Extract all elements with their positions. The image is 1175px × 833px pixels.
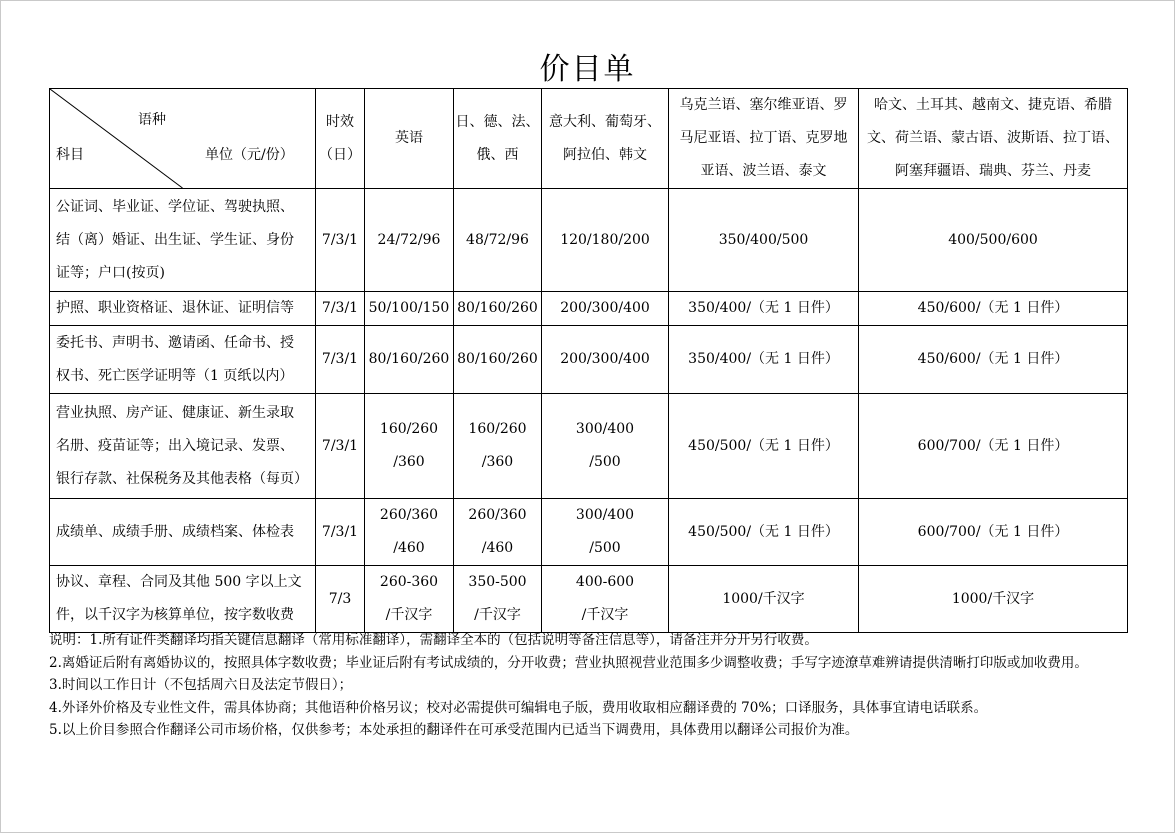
price-cell-g2 [542, 292, 669, 326]
time-cell: 7/3/1 [316, 326, 365, 394]
price-line: 260/360 [379, 507, 439, 523]
header-line: 日、德、法、 [455, 113, 540, 130]
price-cell-g1 [454, 292, 542, 326]
table-row [50, 394, 1128, 499]
price-line: 24/72/96 [377, 231, 441, 248]
price-line: 80/160/260 [457, 351, 538, 367]
note-line: 2.离婚证后附有离婚协议的，按照具体字数收费；毕业证后附有考试成绩的，分开收费；营业执照视营业范围多少调整收费；手写字迹潦草难辨请提供清晰打印版或加收费用。 [49, 654, 1088, 671]
price-line: /千汉字 [581, 607, 629, 623]
page-title: 价目单 [539, 52, 636, 87]
table-row [50, 566, 1128, 633]
header-lang-en: 英语 [365, 89, 454, 189]
header-time-line: 时效 [326, 113, 354, 130]
price-line: 350-500 [468, 574, 527, 590]
price-line: 160/260 [468, 421, 527, 437]
item-text-line: 银行存款、社保税务及其他表格（每页） [56, 470, 308, 487]
item-text-line: 权书、死亡医学证明等（1 页纸以内） [56, 367, 294, 384]
item-text-line: 营业执照、房产证、健康证、新生录取 [56, 404, 294, 421]
notes-section [49, 629, 1169, 742]
item-text-line: 成绩单、成绩手册、成绩档案、体检表 [56, 523, 294, 540]
item-cell [50, 499, 316, 566]
item-text-line: 协议、章程、合同及其他 500 字以上文 [56, 574, 302, 590]
table-row [50, 326, 1128, 394]
price-cell-g1 [454, 189, 542, 292]
price-cell-en [365, 189, 454, 292]
price-line: /360 [481, 454, 514, 470]
table-row [50, 499, 1128, 566]
price-line: 260-360 [379, 574, 439, 590]
price-cell-g3: 350/400/（无 1 日件） [669, 292, 859, 326]
price-cell-en [365, 394, 454, 499]
price-cell-g1 [454, 566, 542, 633]
price-cell-g3: 450/500/（无 1 日件） [669, 394, 859, 499]
price-line: /460 [481, 540, 514, 556]
item-cell [50, 394, 316, 499]
price-line: /千汉字 [474, 607, 521, 623]
price-line: /460 [393, 540, 425, 556]
price-line: 260/360 [468, 507, 527, 523]
price-cell-g4: 600/700/（无 1 日件） [859, 394, 1128, 499]
note-line: 5.以上价目参照合作翻译公司市场价格，仅供参考；本处承担的翻译件在可承受范围内已适当下调费用，具体费用以翻译公司报价为准。 [49, 722, 859, 738]
price-line: 400-600 [575, 574, 635, 590]
corner-subject-label: 科目 [56, 147, 84, 163]
price-cell-g2 [542, 394, 669, 499]
header-time-line: （日） [319, 146, 361, 163]
price-cell-g4: 400/500/600 [859, 189, 1128, 292]
price-cell-g4: 450/600/（无 1 日件） [859, 292, 1128, 326]
time-cell: 7/3/1 [316, 189, 365, 292]
price-cell-en [365, 566, 454, 633]
price-line: 120/180/200 [560, 231, 650, 248]
price-cell-g4: 600/700/（无 1 日件） [859, 499, 1128, 566]
header-line: 俄、西 [476, 146, 519, 163]
table-row [50, 189, 1128, 292]
price-cell-en [365, 292, 454, 326]
header-line: 阿塞拜疆语、瑞典、芬兰、丹麦 [895, 163, 1091, 179]
price-line: 80/160/260 [368, 351, 450, 367]
header-lang-group3 [669, 89, 859, 189]
item-text-line: 证等；户口(按页) [56, 264, 165, 281]
price-cell-g2 [542, 189, 669, 292]
price-line: 80/160/260 [457, 300, 538, 316]
corner-language-label: 语种 [138, 112, 166, 128]
header-row [50, 89, 1128, 189]
item-cell [50, 566, 316, 633]
header-time [316, 89, 365, 189]
header-line: 意大利、葡萄牙、 [549, 113, 661, 130]
price-line: 300/400 [575, 507, 635, 523]
time-cell: 7/3/1 [316, 499, 365, 566]
item-cell [50, 326, 316, 394]
price-cell-g4: 450/600/（无 1 日件） [859, 326, 1128, 394]
item-cell [50, 292, 316, 326]
price-line: 48/72/96 [466, 231, 529, 248]
item-text-line: 件，以千汉字为核算单位，按字数收费 [56, 607, 294, 623]
time-cell: 7/3/1 [316, 394, 365, 499]
note-line: 4.外译外价格及专业性文件，需具体协商；其他语种价格另议；校对必需提供可编辑电子版，费用收取相应翻译费的 70%；口译服务，具体事宜请电话联系。 [49, 699, 988, 716]
item-text-line: 护照、职业资格证、退休证、证明信等 [56, 300, 294, 316]
price-line: 200/300/400 [560, 300, 650, 316]
price-cell-g4: 1000/千汉字 [859, 566, 1128, 633]
item-text-line: 公证词、毕业证、学位证、驾驶执照、 [56, 198, 294, 215]
price-cell-g3: 350/400/500 [669, 189, 859, 292]
price-cell-g3: 350/400/（无 1 日件） [669, 326, 859, 394]
header-lang-group4 [859, 89, 1128, 189]
price-line: /千汉字 [385, 607, 433, 623]
price-cell-g1 [454, 326, 542, 394]
price-cell-g1 [454, 499, 542, 566]
item-text-line: 委托书、声明书、邀请函、任命书、授 [56, 334, 294, 351]
note-line: 3.时间以工作日计（不包括周六日及法定节假日）； [49, 677, 353, 693]
diagonal-divider [50, 89, 315, 188]
header-line: 哈文、土耳其、越南文、捷克语、希腊 [874, 97, 1112, 113]
note-line: 说明：1.所有证件类翻译均指关键信息翻译（常用标准翻译），需翻译全本的（包括说明等备注信息等），请备注并分开另行收费。 [49, 632, 818, 648]
price-line: /500 [589, 540, 621, 556]
header-lang-group2 [542, 89, 669, 189]
price-cell-en [365, 326, 454, 394]
price-cell-g2 [542, 499, 669, 566]
price-cell-g3: 450/500/（无 1 日件） [669, 499, 859, 566]
corner-unit-label: 单位（元/份） [205, 147, 294, 163]
header-line: 阿拉伯、韩文 [563, 146, 647, 163]
price-line: 300/400 [575, 421, 635, 437]
price-cell-en [365, 499, 454, 566]
header-line: 马尼亚语、拉丁语、克罗地 [679, 130, 848, 146]
price-line: /360 [393, 454, 425, 470]
price-line: 200/300/400 [560, 351, 650, 367]
header-lang-group1 [454, 89, 542, 189]
header-line: 文、荷兰语、蒙古语、波斯语、拉丁语、 [867, 130, 1119, 146]
price-cell-g1 [454, 394, 542, 499]
header-line: 乌克兰语、塞尔维亚语、罗 [679, 97, 848, 113]
price-line: 50/100/150 [368, 300, 450, 316]
price-cell-g2 [542, 566, 669, 633]
price-cell-g3: 1000/千汉字 [669, 566, 859, 633]
price-table [49, 88, 1128, 633]
item-text-line: 结（离）婚证、出生证、学生证、身份 [56, 231, 294, 248]
header-line: 亚语、波兰语、泰文 [700, 163, 827, 179]
price-line: 160/260 [379, 421, 439, 437]
item-text-line: 名册、疫苗证等；出入境记录、发票、 [56, 437, 294, 454]
time-cell: 7/3 [316, 566, 365, 633]
price-line: /500 [589, 454, 621, 470]
item-cell [50, 189, 316, 292]
header-corner-cell [50, 89, 316, 189]
time-cell: 7/3/1 [316, 292, 365, 326]
table-row [50, 292, 1128, 326]
price-cell-g2 [542, 326, 669, 394]
